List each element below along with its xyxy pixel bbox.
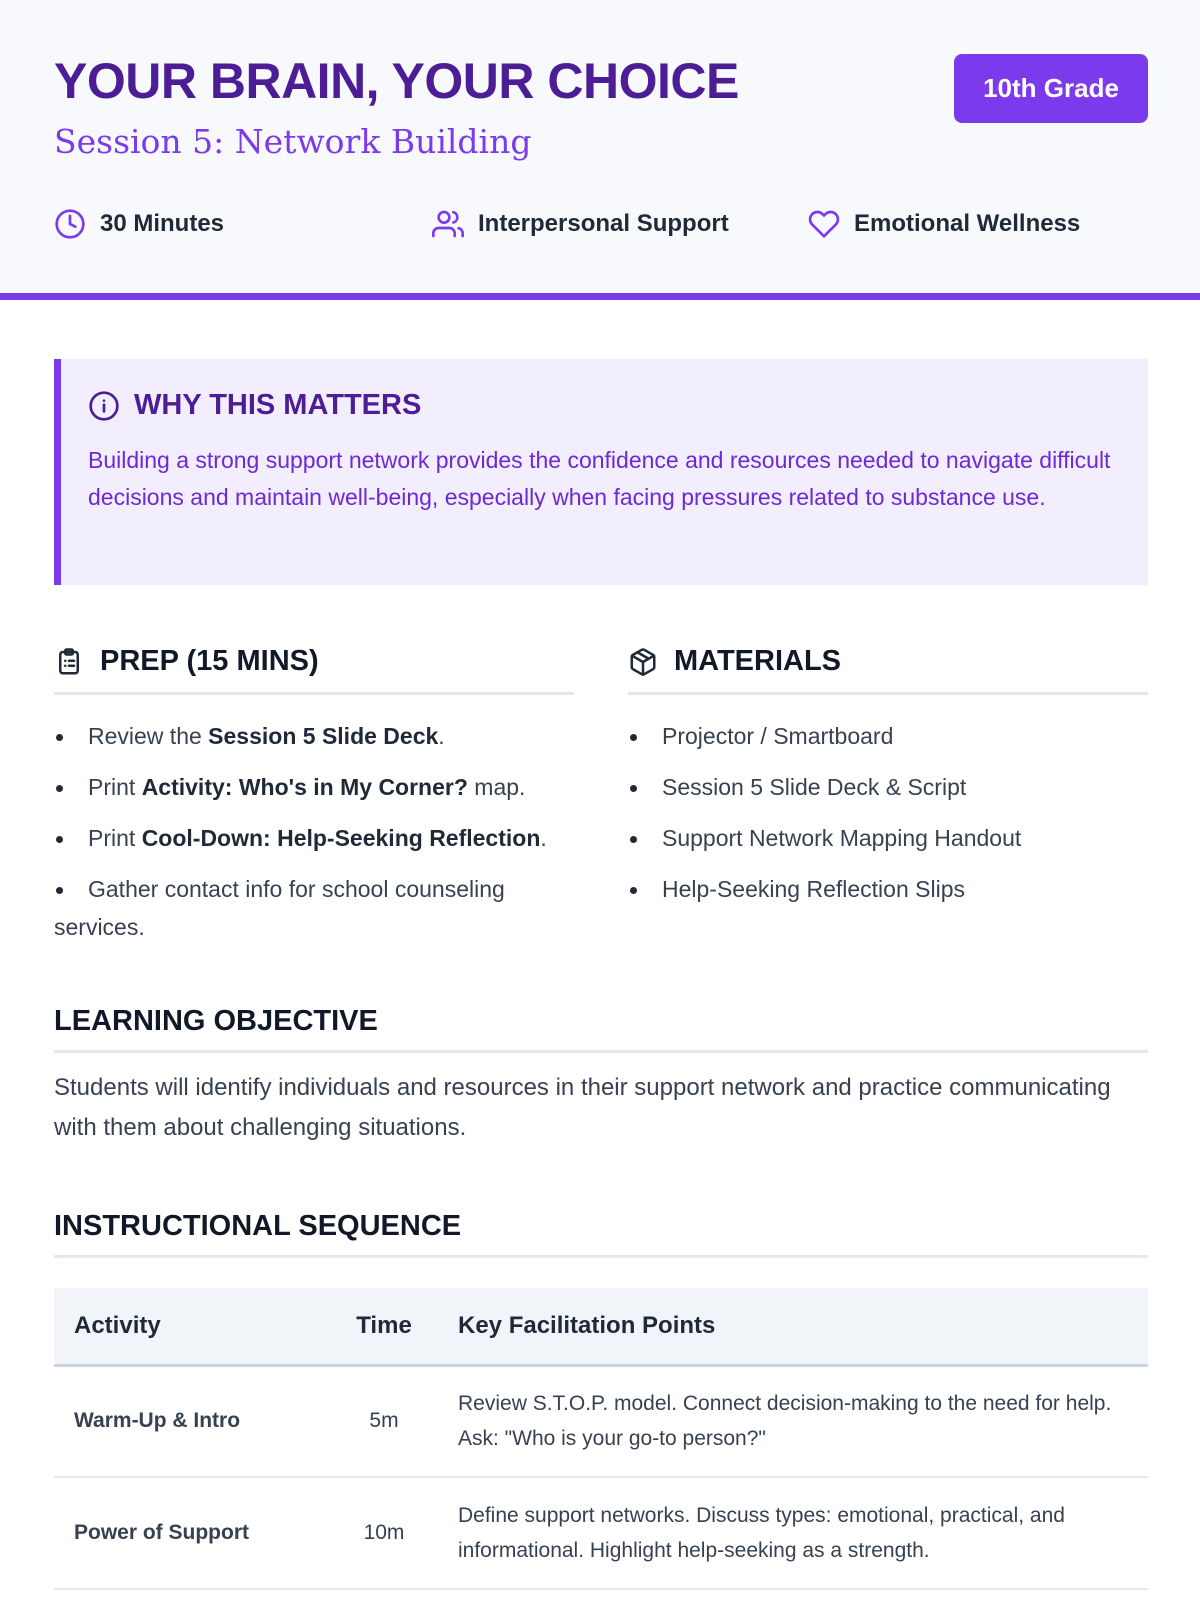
why-title (88, 389, 1118, 422)
heart-icon (808, 208, 840, 240)
prep-title (54, 645, 574, 695)
prep-item-text: Print (88, 774, 142, 800)
page-title: YOUR BRAIN, YOUR CHOICE (54, 53, 739, 109)
prep-item (54, 870, 574, 946)
table-header-row (54, 1288, 1148, 1365)
meta-domain (808, 208, 1080, 240)
page-header (0, 0, 1200, 300)
prep-item-text: Print (88, 825, 142, 851)
prep-title-label: PREP (15 MINS) (100, 645, 319, 677)
column-header-points: Key Facilitation Points (434, 1288, 1148, 1365)
why-title-label: WHY THIS MATTERS (134, 389, 422, 421)
materials-title (628, 645, 1148, 695)
materials-list (628, 717, 1148, 908)
materials-item: Projector / Smartboard (628, 717, 1148, 755)
prep-item-text: . (438, 723, 445, 749)
meta-duration (54, 208, 224, 240)
prep-item (54, 768, 574, 806)
table-row (54, 1365, 1148, 1477)
materials-item: Session 5 Slide Deck & Script (628, 768, 1148, 806)
box-icon (628, 647, 658, 677)
prep-item-text: . (540, 825, 547, 851)
column-header-time: Time (334, 1288, 434, 1365)
prep-item-text: Review the (88, 723, 209, 749)
sequence-table (54, 1288, 1148, 1590)
prep-item-text: Gather contact info for school counseling services. (54, 876, 505, 940)
users-icon (432, 208, 464, 240)
activity-points: Review S.T.O.P. model. Connect decision-making to the need for help. Ask: "Who is your go-to person?" (434, 1365, 1148, 1477)
prep-item-bold: Activity: Who's in My Corner? (141, 774, 468, 800)
clock-icon (54, 208, 86, 240)
materials-section (628, 645, 1148, 921)
grade-badge: 10th Grade (954, 54, 1148, 123)
prep-item (54, 819, 574, 857)
activity-time: 5m (334, 1365, 434, 1477)
prep-item-bold: Cool-Down: Help-Seeking Reflection (141, 825, 541, 851)
prep-item-bold: Session 5 Slide Deck (208, 723, 439, 749)
clipboard-icon (54, 647, 84, 677)
objective-title: LEARNING OBJECTIVE (54, 1005, 1148, 1053)
materials-title-label: MATERIALS (674, 645, 842, 677)
session-subtitle: Session 5: Network Building (54, 122, 532, 161)
meta-focus (432, 208, 729, 240)
why-text: Building a strong support network provides the confidence and resources needed to navigate difficult decisions and maintain well-being, especially when facing pressures related to substance use. (88, 447, 1111, 510)
activity-name: Power of Support (54, 1477, 334, 1589)
info-icon (88, 390, 120, 422)
meta-duration-label: 30 Minutes (100, 210, 225, 237)
materials-item: Support Network Mapping Handout (628, 819, 1148, 857)
prep-list (54, 717, 574, 946)
objective-text: Students will identify individuals and resources in their support network and practice communicating with them about challenging situations. (54, 1074, 1111, 1141)
table-row (54, 1477, 1148, 1589)
activity-time: 10m (334, 1477, 434, 1589)
materials-item: Help-Seeking Reflection Slips (628, 870, 1148, 908)
prep-item (54, 717, 574, 755)
column-header-activity: Activity (54, 1288, 334, 1365)
meta-domain-label: Emotional Wellness (854, 210, 1081, 237)
meta-focus-label: Interpersonal Support (478, 210, 729, 237)
why-this-matters-callout (54, 359, 1148, 585)
sequence-title: INSTRUCTIONAL SEQUENCE (54, 1210, 1148, 1258)
prep-section (54, 645, 574, 959)
activity-name: Warm-Up & Intro (54, 1365, 334, 1477)
activity-points: Define support networks. Discuss types: emotional, practical, and informational. Highlight help-seeking as a strength. (434, 1477, 1148, 1589)
prep-item-text: map. (467, 774, 526, 800)
